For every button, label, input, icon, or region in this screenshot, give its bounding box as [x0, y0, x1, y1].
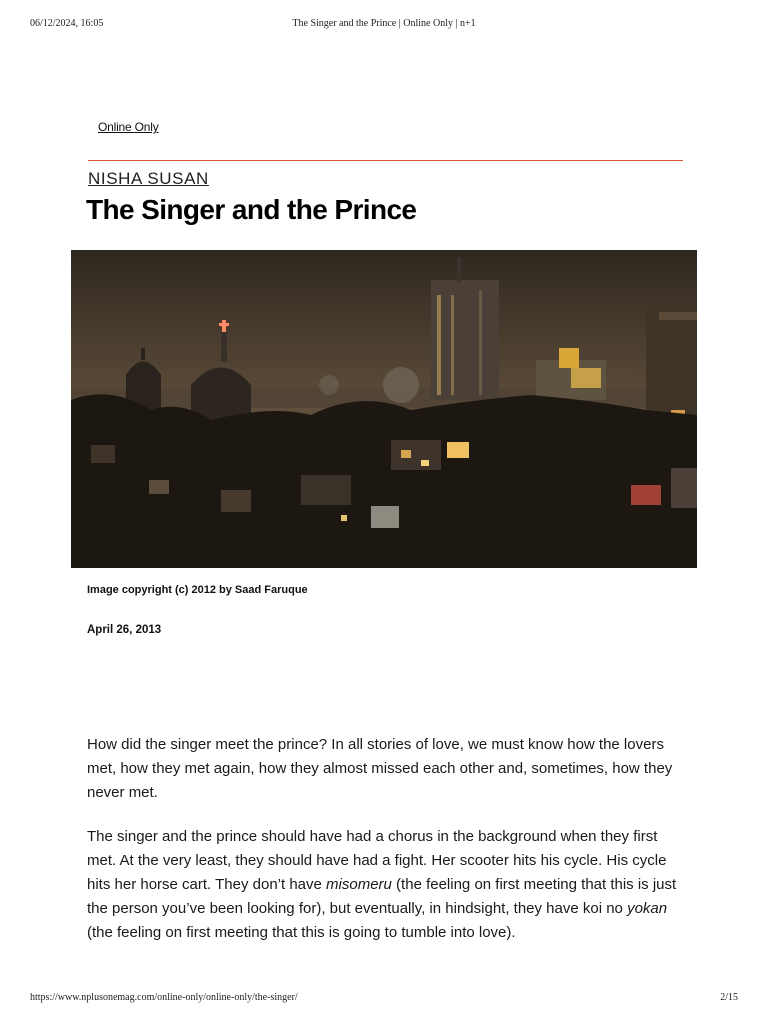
print-page-number: 2/15 [720, 992, 738, 1003]
publish-date: April 26, 2013 [87, 624, 162, 636]
article-body [87, 733, 687, 965]
print-date: 06/12/2024, 16:05 [30, 18, 104, 29]
paragraph-1: How did the singer meet the prince? In all stories of love, we must know how the lovers met, how they met again, how they almost missed each other and, sometimes, how they never met. [87, 736, 673, 801]
paragraph-2-text-2: (the feeling on first meeting that this is just the person you’ve been looking for), but eventually, in hindsight, they have koi no [87, 876, 677, 917]
article-title: The Singer and the Prince [86, 194, 417, 225]
paragraph-2 [87, 825, 687, 945]
print-url: https://www.nplusonemag.com/online-only/online-only/the-singer/ [30, 992, 298, 1003]
section-link-online-only[interactable]: Online Only [98, 120, 159, 134]
term-yokan: yokan [627, 900, 668, 917]
term-misomeru: misomeru [326, 876, 392, 893]
print-header [30, 18, 738, 32]
paragraph-2-text-1: The singer and the prince should have had a chorus in the background when they first met. At the very least, they should have had a fight. Her scooter hits his cycle. His cycle hits her horse cart. They don’t have [87, 828, 667, 893]
author-link[interactable]: NISHA SUSAN [88, 169, 209, 188]
print-footer [30, 992, 738, 1006]
hero-image-city-skyline-night [71, 250, 697, 568]
paragraph-2-text-3: (the feeling on first meeting that this is going to tumble into love). [87, 924, 516, 941]
print-page-title: The Singer and the Prince | Online Only | n+1 [292, 18, 476, 29]
image-caption: Image copyright (c) 2012 by Saad Faruque [87, 584, 308, 596]
section-divider [88, 160, 683, 161]
